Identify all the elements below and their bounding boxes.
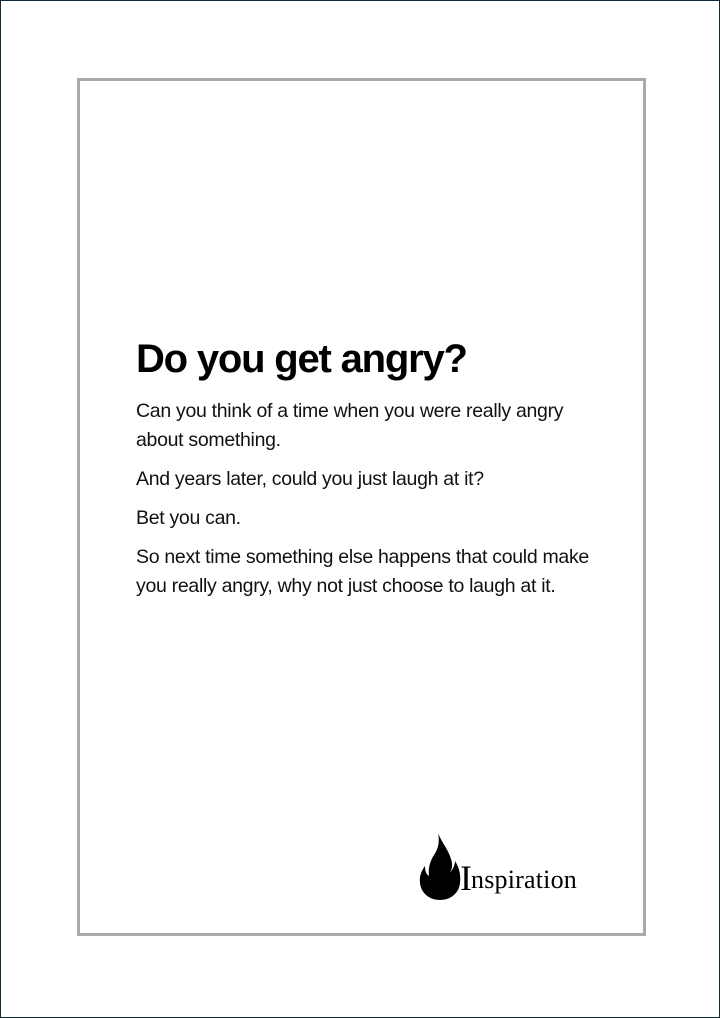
card-paragraph: And years later, could you just laugh at it? xyxy=(136,468,484,490)
card-title: Do you get angry? xyxy=(136,337,467,381)
logo-wordmark xyxy=(460,858,577,898)
card-paragraph: Bet you can. xyxy=(136,507,241,529)
card-content xyxy=(136,335,606,611)
inspiration-logo xyxy=(418,831,618,901)
logo-text: nspiration xyxy=(471,865,577,894)
inspiration-card xyxy=(77,78,646,936)
card-paragraph: Can you think of a time when you were really angry about something. xyxy=(136,400,564,451)
card-paragraph: So next time something else happens that could make you really angry, why not just choose to laugh at it. xyxy=(136,546,589,597)
flame-icon xyxy=(418,831,462,901)
logo-initial: I xyxy=(460,858,471,898)
